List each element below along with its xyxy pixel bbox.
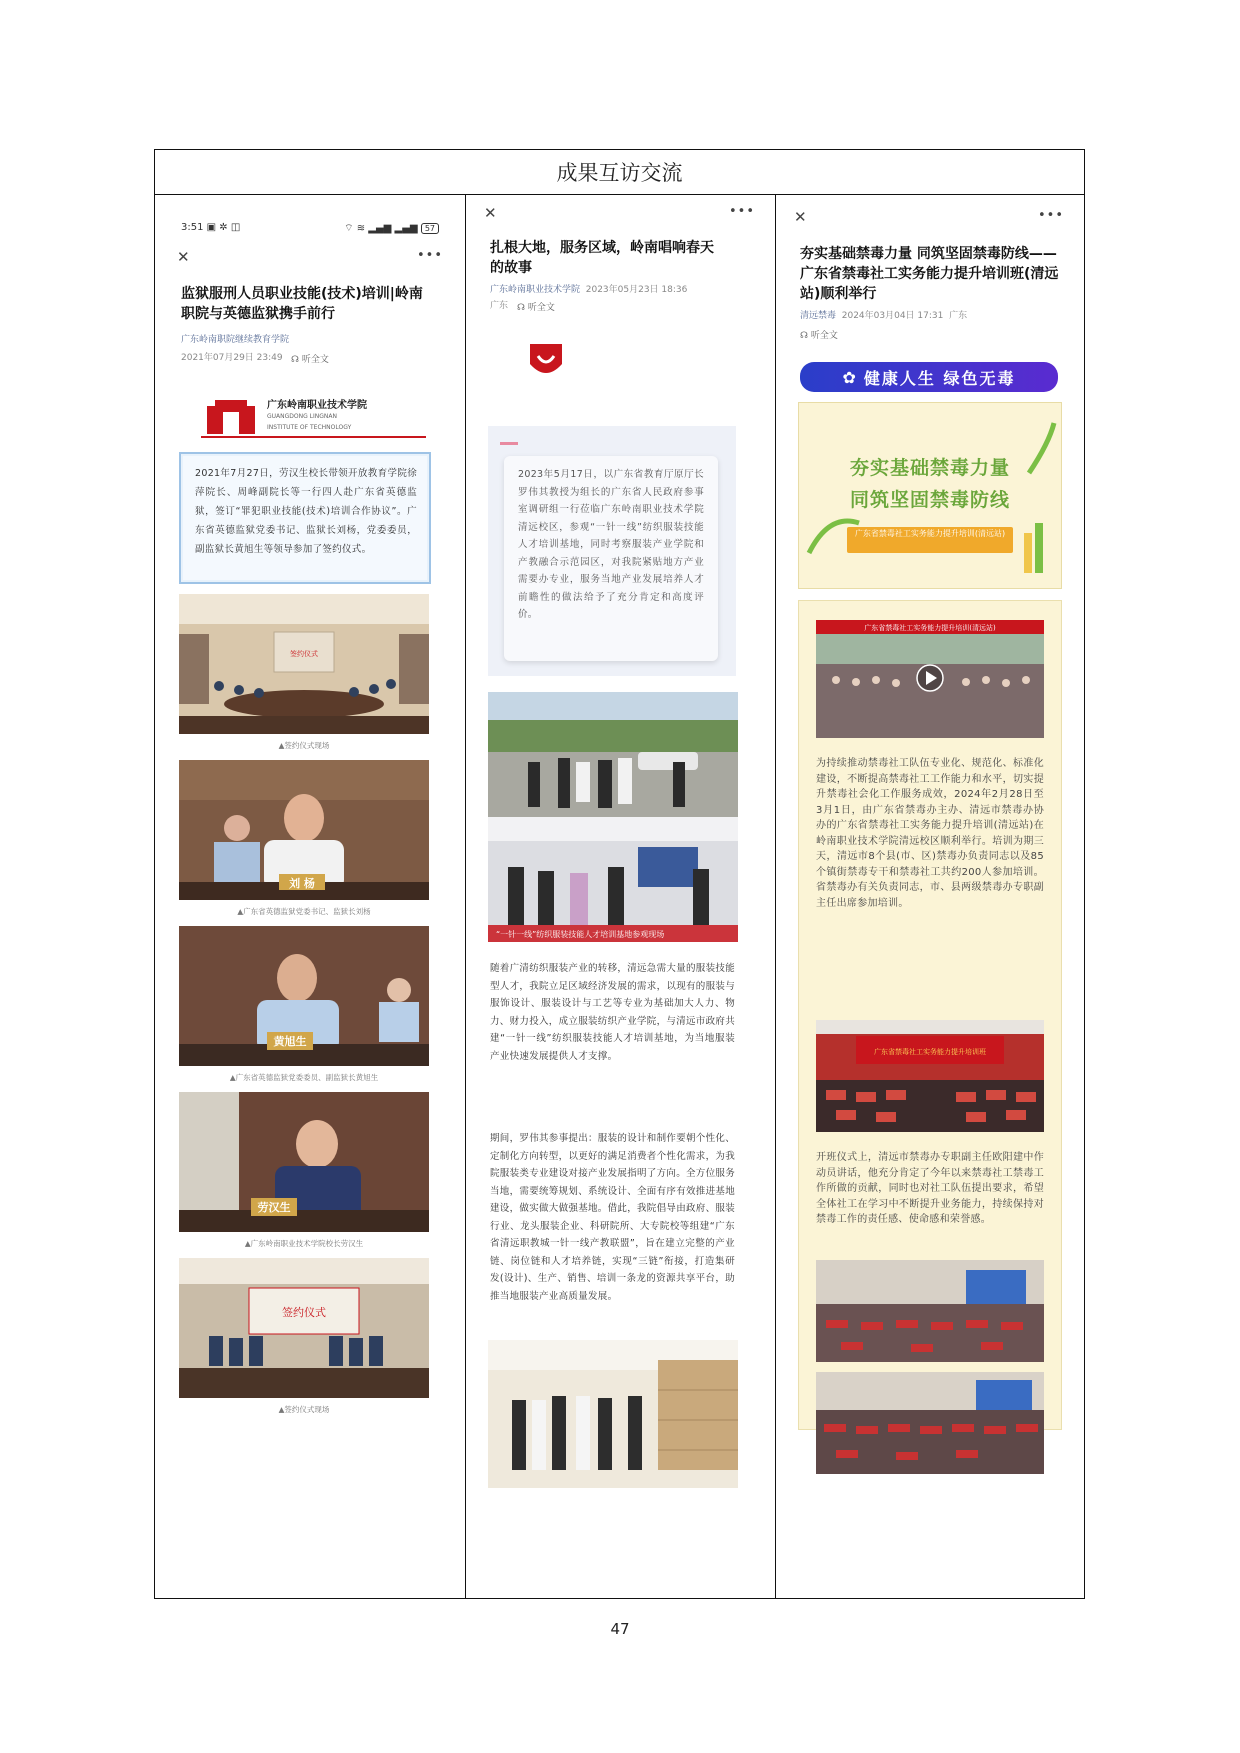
poster-line-2: 同筑坚固禁毒防线 (849, 489, 1010, 511)
column-3 (776, 194, 1084, 1598)
nameplate-3: 黄旭生 (273, 1035, 307, 1048)
logo-name-en-1: GUANGDONG LINGNAN (267, 412, 338, 420)
photo-training-base-visit (488, 817, 738, 942)
school-logo-banner (201, 396, 426, 438)
article-date: 2021年07月29日 23:49 (181, 353, 283, 363)
article-source-date: 广东岭南职业技术学院 2023年05月23日 18:36 (490, 285, 688, 295)
signal-icon: ⌔ ≋ ▂▄▆ ▂▄▆ (344, 223, 418, 234)
article-screenshot-2 (472, 200, 769, 1590)
table-title: 成果互访交流 (155, 150, 1084, 195)
photo-group-signing (179, 1258, 429, 1398)
training-video[interactable] (816, 620, 1044, 738)
column-1 (155, 194, 466, 1598)
article-headline: 夯实基础禁毒力量 同筑坚固禁毒防线——广东省禁毒社工实务能力提升培训班(清远站)顺利举行 (800, 246, 1059, 302)
nameplate-4: 劳汉生 (257, 1201, 291, 1214)
close-icon[interactable]: ✕ (177, 248, 190, 266)
headphone-icon: ☊ (291, 355, 299, 365)
school-emblem-icon (201, 396, 261, 436)
article-source[interactable]: 清远禁毒 (800, 311, 837, 321)
listen-button[interactable]: ☊ 听全文 (800, 331, 838, 341)
column-2 (466, 194, 776, 1598)
nameplate-2: 刘 杨 (289, 877, 315, 890)
photo-liu-yang (179, 760, 429, 900)
close-icon[interactable]: ✕ (794, 208, 807, 226)
photo-outdoor-visit (488, 692, 738, 817)
stage-banner: 广东省禁毒社工实务能力提升培训班 (874, 1048, 986, 1056)
article-source[interactable]: 广东岭南职院继续教育学院 (181, 335, 290, 345)
headphone-icon: ☊ (800, 331, 808, 341)
school-emblem-icon (528, 342, 564, 382)
photo-signing-ceremony (179, 594, 429, 734)
article-headline: 监狱服刑人员职业技能(技术)培训|岭南职院与英德监狱携手前行 (181, 286, 423, 322)
article-source-date: 清远禁毒 2024年03月04日 17:31 广东 (800, 311, 968, 321)
article-paragraph-1: 随着广清纺织服装产业的转移，清远急需大量的服装技能型人才，我院立足区域经济发展的需求，以现有的服装与服饰设计、服装设计与工艺等专业为基础加大人力、物力、财力投入，成立服装纺织产业学院，与清远市政府共建“一针一线”纺织服装技能人才培训基地，为当地服装产业快速发展提供人才支撑。 (490, 963, 736, 1062)
article-screenshot-3 (782, 200, 1078, 1590)
article-screenshot-1 (161, 200, 459, 1590)
quote-accent (500, 442, 518, 445)
intro-card (179, 452, 431, 584)
page-number: 47 (610, 1620, 630, 1638)
article-paragraph-1: 为持续推动禁毒社工队伍专业化、规范化、标准化建设，不断提高禁毒社工工作能力和水平，切实提升禁毒社会化工作服务成效，2024年2月28日至3月1日，由广东省禁毒办主办、清远市禁毒办协办的广东省禁毒社工实务能力提升培训(清远站)在岭南职业技术学院清远校区顺利举行。培训为期三天，清远市8个县(市、区)禁毒办负责同志以及85个镇街禁毒专干和禁毒社工共约200人参加培训。省禁毒办有关负责同志，市、县两级禁毒办专职副主任出席参加培训。 (816, 758, 1044, 909)
caption-1: ▲签约仪式现场 (278, 741, 330, 750)
photo-training-hall-2 (816, 1372, 1044, 1474)
close-icon[interactable]: ✕ (484, 204, 497, 222)
quote-inner (504, 456, 718, 661)
article-source[interactable]: 广东岭南职业技术学院 (490, 285, 581, 295)
photo1-screen-text: 签约仪式 (290, 650, 318, 658)
poster-subtitle: 广东省禁毒社工实务能力提升培训(清远站) (847, 527, 1013, 553)
caption-2: ▲广东省英德监狱党委书记、监狱长刘杨 (237, 907, 371, 916)
caption-3: ▲广东省英德监狱党委委员、副监狱长黄旭生 (229, 1073, 379, 1082)
more-icon[interactable]: ••• (1037, 208, 1064, 223)
caption-4: ▲广东岭南职业技术学院校长劳汉生 (244, 1239, 364, 1248)
video-title: 广东省禁毒社工实务能力提升培训(清远站) (864, 624, 996, 632)
exchange-table (154, 149, 1085, 1599)
headphone-icon: ☊ (517, 303, 525, 313)
battery-icon: 57 (421, 223, 439, 234)
article-headline: 扎根大地，服务区域，岭南唱响春天的故事 (490, 240, 714, 276)
more-icon[interactable]: ••• (416, 248, 443, 263)
photo-huang-xusheng (179, 926, 429, 1066)
article-paragraph-2: 期间，罗伟其参事提出：服装的设计和制作要朝个性化、定制化方向转型，以更好的满足消费者个性化需求，为我院服装类专业建设对接产业发展指明了方向。全方位服务当地，需要统筹规划、系统设计、全面有序有效推进基地建设，做实做大做强基地。借此，我院倡导由政府、服装行业、龙头服装企业、科研院所、大专院校等组建“广东省清远职教城一针一线产教联盟”，旨在建立完整的产业链、岗位链和人才培养链，实现“三链”衔接，打造集研发(设计)、生产、销售、培训一条龙的资源共享平台，助推当地服装产业高质量发展。 (490, 1133, 736, 1302)
photo5-screen-text: 签约仪式 (282, 1306, 326, 1319)
photo-showroom-visit (488, 1340, 738, 1488)
campaign-banner: ✿ 健康人生 绿色无毒 (800, 362, 1058, 392)
logo-name-en-2: INSTITUTE OF TECHNOLOGY (267, 423, 352, 431)
status-bar (181, 222, 439, 236)
poster-line-1: 夯实基础禁毒力量 (849, 457, 1010, 479)
article-region: 广东 (490, 301, 509, 311)
status-time: 3:51 (181, 222, 204, 233)
quote-card (488, 426, 736, 676)
listen-button[interactable]: ☊ 听全文 (291, 355, 329, 365)
photo-training-hall-1 (816, 1260, 1044, 1362)
photo-opening-ceremony (816, 1020, 1044, 1132)
notification-icons: ▣ ✲ ◫ (206, 222, 241, 233)
logo-name-cn: 广东岭南职业技术学院 (267, 399, 367, 411)
banner-flower-icon: ✿ (842, 367, 858, 387)
article-paragraph-2: 开班仪式上，清远市禁毒办专职副主任欧阳建中作动员讲话，他充分肯定了今年以来禁毒社工禁毒工作所做的贡献，同时也对社工队伍提出要求，希望全体社工在学习中不断提升业务能力，持续保持对禁毒工作的责任感、使命感和荣誉感。 (816, 1152, 1044, 1225)
quote-text: 2023年5月17日，以广东省教育厅原厅长罗伟其教授为组长的广东省人民政府参事室调研组一行莅临广东岭南职业技术学院清远校区，参观“一针一线”纺织服装技能人才培训基地，同时考察服装产业学院和产教融合示范园区，对我院紧贴地方产业需要办专业，服务当地产业发展培养人才前瞻性的做法给予了充分肯定和高度评价。 (518, 469, 704, 620)
anti-drug-poster (798, 402, 1062, 589)
intro-text: 2021年7月27日，劳汉生校长带领开放教育学院徐萍院长、周峰副院长等一行四人赴广东省英德监狱，签订“罪犯职业技能(技术)培训合作协议”。广东省英德监狱党委书记、监狱长刘杨，党委委员，副监狱长黄旭生等领导参加了签约仪式。 (195, 468, 417, 555)
photo-caption-overlay: “一针一线”纺织服装技能人才培训基地参观现场 (496, 930, 665, 939)
listen-button[interactable]: ☊ 听全文 (517, 303, 555, 313)
photo-lao-hansheng (179, 1092, 429, 1232)
caption-5: ▲签约仪式现场 (278, 1405, 330, 1414)
more-icon[interactable]: ••• (728, 204, 755, 219)
